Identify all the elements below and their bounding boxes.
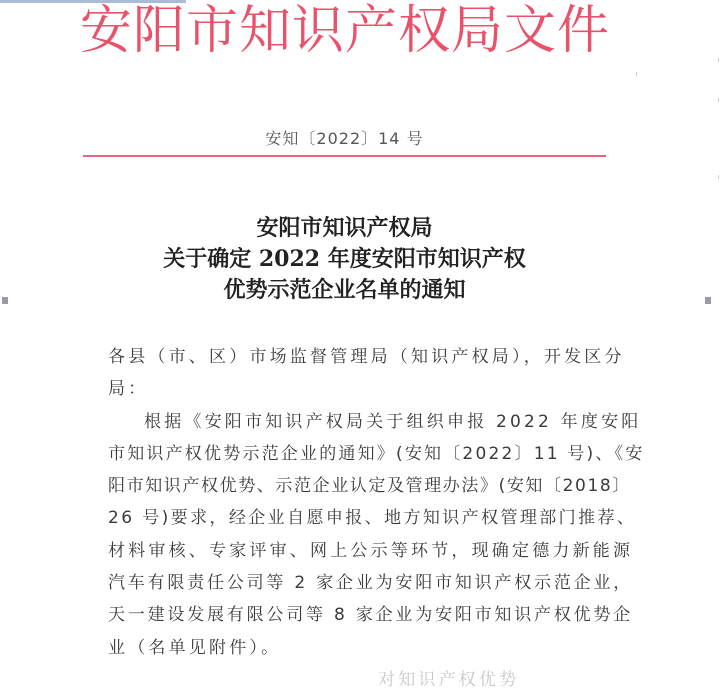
paragraph-line: 天一建设发展有限公司等 8 家企业为安阳市知识产权优势企 (108, 605, 634, 626)
paragraph-line: 市知识产权优势示范企业的通知》(安知〔2022〕11 号)、《安 (108, 443, 645, 464)
scan-speck (718, 58, 719, 62)
issuer-header: 安阳市知识产权局文件 (79, 1, 610, 61)
cutoff-fragment: 对知识产权优势 (378, 669, 520, 690)
notice-title (83, 213, 606, 306)
scan-speck (636, 72, 637, 76)
cutoff-partial-line (108, 664, 600, 690)
paragraph-line: 业（名单见附件）。 (108, 637, 282, 658)
paragraph-line: 根据《安阳市知识产权局关于组织申报 2022 年度安阳 (144, 411, 642, 432)
scan-speck (718, 98, 719, 102)
addressee-line-2: 局： (108, 379, 149, 400)
document-number: 安知〔2022〕14 号 (265, 129, 424, 148)
right-page-marker (705, 297, 711, 304)
paragraph-line: 材料审核、专家评审、网上公示等环节，现确定德力新能源 (108, 540, 634, 561)
left-page-marker (2, 297, 8, 304)
notice-body (108, 341, 645, 690)
title-line-2: 关于确定 2022 年度安阳市知识产权 (163, 246, 526, 272)
paragraph-line: 阳市知识产权优势、示范企业认定及管理办法》(安知〔2018〕 (108, 476, 631, 497)
addressee-line-1: 各县（市、区）市场监督管理局（知识产权局），开发区分 (108, 347, 625, 367)
paragraph-line: 26 号)要求，经企业自愿申报、地方知识产权管理部门推荐、 (108, 508, 637, 529)
title-line-1: 安阳市知识产权局 (256, 215, 433, 241)
title-line-3: 优势示范企业名单的通知 (223, 277, 466, 303)
red-divider-rule (83, 155, 606, 157)
paragraph-line: 汽车有限责任公司等 2 家企业为安阳市知识产权示范企业， (108, 573, 634, 594)
scan-speck (718, 175, 719, 179)
